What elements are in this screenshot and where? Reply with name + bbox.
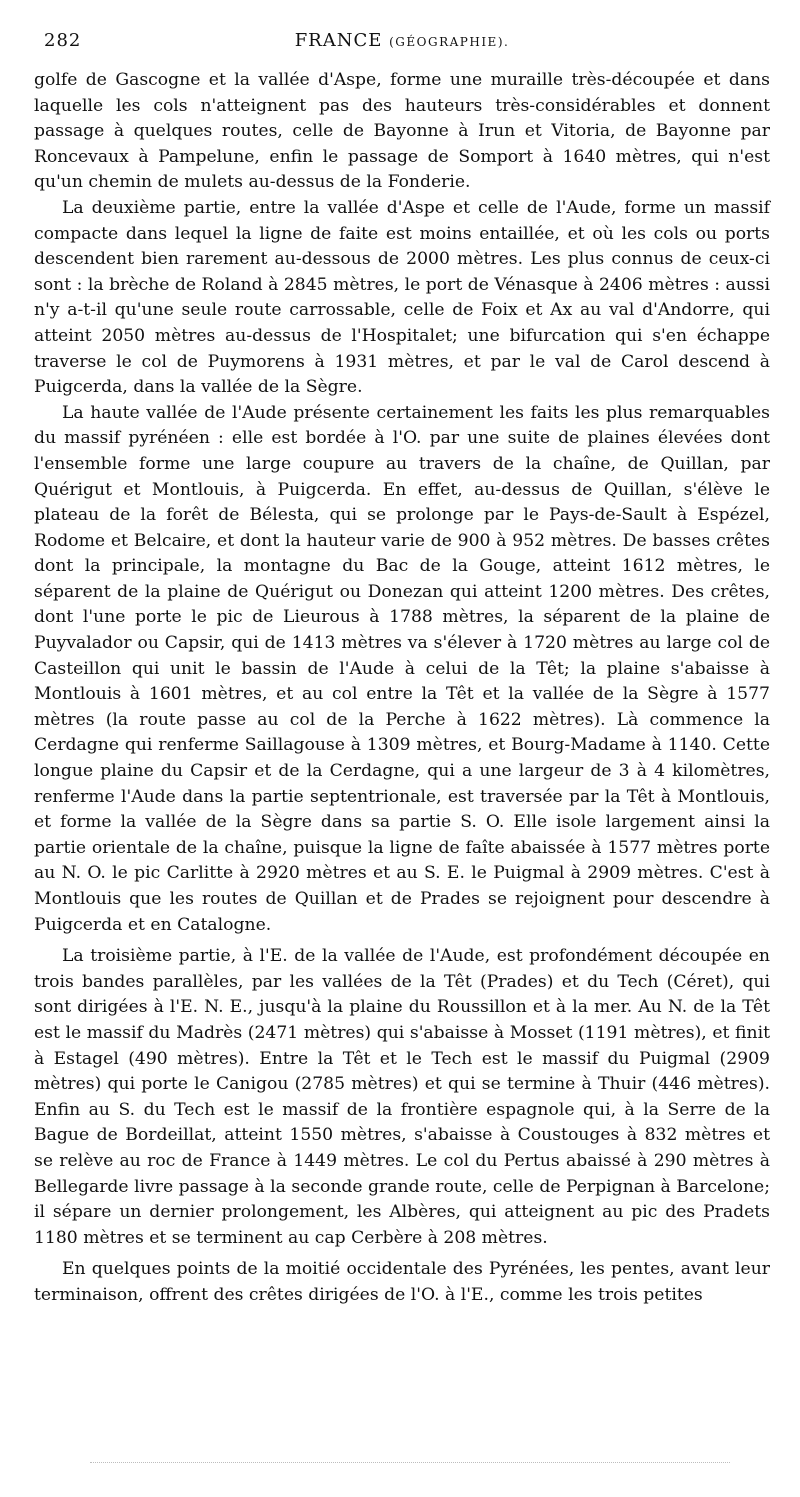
body-text xyxy=(34,68,770,1309)
paragraph-1: golfe de Gascogne et la vallée d'Aspe, forme une muraille très-découpée et dans laquelle les cols n'atteignent pas des hauteurs très-considérables et donnent passage à quelques routes, celle de Bayonne à Irun et Vitoria, de Bayonne par Roncevaux à Pampelune, enfin le passage de Somport à 1640 mètres, qui n'est qu'un chemin de mulets au-dessus de la Fonderie. xyxy=(34,70,770,193)
paragraph-3: La haute vallée de l'Aude présente certainement les faits les plus remarquables du massif pyrénéen : elle est bordée à l'O. par une suite de plaines élevées dont l'ensemble forme une large coupure au travers de la chaîne, de Quillan, par Quérigut et Montlouis, à Puigcerda. En effet, au-dessus de Quillan, s'élève le plateau de la forêt de Bélesta, qui se prolonge par le Pays-de-Sault à Espézel, Rodome et Belcaire, et dont la hauteur varie de 900 à 952 mètres. De basses crêtes dont la principale, la montagne du Bac de la Gouge, atteint 1612 mètres, le séparent de la plaine de Quérigut ou Donezan qui atteint 1200 mètres. Des crêtes, dont l'une porte le pic de Lieurous à 1788 mètres, la séparent de la plaine de Puyvalador ou Capsir, qui de 1413 mètres va s'élever à 1720 mètres au large col de Casteillon qui unit le bassin de l'Aude à celui de la Têt; la plaine s'abaisse à Montlouis à 1601 mètres, et au col entre la Têt et la vallée de la Sègre à 1577 mètres (la route passe au col de la Perche à 1622 mètres). Là commence la Cerdagne qui renferme Saillagouse à 1309 mètres, et Bourg-Madame à 1140. Cette longue plaine du Capsir et de la Cerdagne, qui a une largeur de 3 à 4 kilomètres, renferme l'Aude dans la partie septentrionale, est traversée par la Têt à Montlouis, et forme la vallée de la Sègre dans sa partie S. O. Elle isole largement ainsi la partie orientale de la chaîne, puisque la ligne de faîte abaissée à 1577 mètres porte au N. O. le pic Carlitte à 2920 mètres et au S. E. le Puigmal à 2909 mètres. C'est à Montlouis que les routes de Quillan et de Prades se rejoignent pour descendre à Puigcerda et en Catalogne. xyxy=(34,402,770,935)
paragraph-4: La troisième partie, à l'E. de la vallée de l'Aude, est profondément découpée en trois bandes parallèles, par les vallées de la Têt (Prades) et du Tech (Céret), qui sont dirigées à l'E. N. E., jusqu'à la plaine du Roussillon et à la mer. Au N. de la Têt est le massif du Madrès (2471 mètres) qui s'abaisse à Mosset (1191 mètres), et finit à Estagel (490 mètres). Entre la Têt et le Tech est le massif du Puigmal (2909 mètres) qui porte le Canigou (2785 mètres) et qui se termine à Thuir (446 mètres). Enfin au S. du Tech est le massif de la frontière espagnole qui, à la Serre de la Bague de Bordeillat, atteint 1550 mètres, s'abaisse à Coustouges à 832 mètres et se relève au roc de France à 1449 mètres. Le col du Pertus abaissé à 290 mètres à Bellegarde livre passage à la seconde grande route, celle de Perpignan à Barcelone; il sépare un dernier prolongement, les Albères, qui atteignent au pic des Pradets 1180 mètres et se terminent au cap Cerbère à 208 mètres. xyxy=(34,946,770,1248)
paragraph-5: En quelques points de la moitié occidentale des Pyrénées, les pentes, avant leur terminaison, offrent des crêtes dirigées de l'O. à l'E., comme les trois petites xyxy=(34,1259,770,1305)
bleed-through-line xyxy=(90,1462,730,1463)
running-head-subtitle: (GÉOGRAPHIE). xyxy=(389,35,510,49)
page-header xyxy=(34,30,770,60)
paragraph-2: La deuxième partie, entre la vallée d'Aspe et celle de l'Aude, forme un massif compacte dans lequel la ligne de faite est moins entaillée, et où les cols ou ports descendent bien rarement au-dessous de 2000 mètres. Les plus connus de ceux-ci sont : la brèche de Roland à 2845 mètres, le port de Vénasque à 2406 mètres : aussi n'y a-t-il qu'une seule route carrossable, celle de Foix et Ax au val d'Andorre, qui atteint 2050 mètres au-dessus de l'Hospitalet; une bifurcation qui s'en échappe traverse le col de Puymorens à 1931 mètres, et par le val de Carol descend à Puigcerda, dans la vallée de la Sègre. xyxy=(34,197,770,398)
running-head-title: FRANCE xyxy=(294,30,383,51)
running-head xyxy=(34,30,770,51)
page-number: 282 xyxy=(44,30,82,51)
book-page xyxy=(34,30,770,1309)
